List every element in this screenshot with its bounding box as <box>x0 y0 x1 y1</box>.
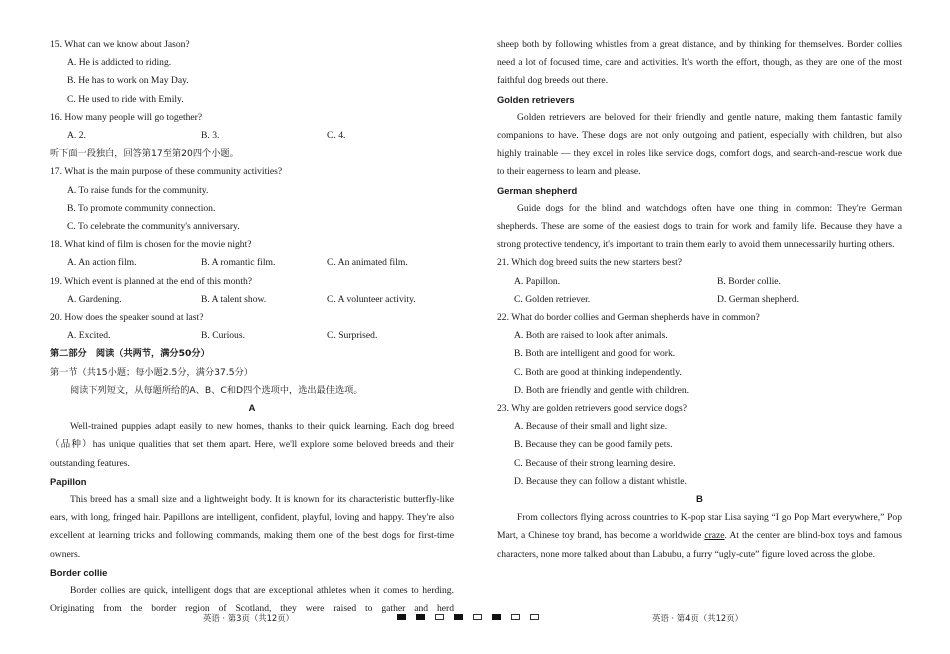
question-21: 21. Which dog breed suits the new starters best? <box>497 257 682 269</box>
listening-instruction: 听下面一段独白，回答第17至第20四个小题。 <box>50 148 239 160</box>
option: A. Papillon. <box>514 275 561 287</box>
passage-b-label: B <box>696 494 703 506</box>
border-collie-continued: sheep both by following whistles from a great distance, and by thinking for themselves. Border collies need a lot of focused time, care and activities. It's worth the effort, though, as they are one of the most faithful dog breeds out there. <box>497 39 902 87</box>
heading-papillon: Papillon <box>50 475 87 487</box>
border-collie-text: Border collies are quick, intelligent dogs that are exceptional athletes when it comes to herding. Originating from the border region of Scotland, they were raised to gather and herd <box>50 585 454 615</box>
question-16: 16. How many people will go together? <box>50 111 203 123</box>
footer-right-page-number: 英语 · 第4页（共12页） <box>652 613 743 623</box>
option: B. Border collie. <box>717 275 781 287</box>
option: A. 2. <box>67 130 86 142</box>
option: D. Because they can follow a distant whistle. <box>514 475 687 487</box>
right-column <box>497 36 902 564</box>
option: B. 3. <box>201 130 220 142</box>
empty-square-mark <box>511 614 520 620</box>
options-row <box>50 291 454 309</box>
empty-square-mark <box>530 614 539 620</box>
option: D. Both are friendly and gentle with children. <box>514 384 690 396</box>
question-20: 20. How does the speaker sound at last? <box>50 312 204 324</box>
empty-square-mark <box>473 614 482 620</box>
option: B. A romantic film. <box>201 257 276 269</box>
question-18: 18. What kind of film is chosen for the movie night? <box>50 239 252 251</box>
section-one-heading: 第一节（共15小题；每小题2.5分，满分37.5分） <box>50 366 253 378</box>
passage-b-text-part1: From collectors flying across countries to K-pop star Lisa saying “I go Pop Mart everywhere,” Pop Mart, a Chinese toy brand, has become a worldwide <box>497 512 902 542</box>
passage-b-text <box>497 509 902 564</box>
filled-square-mark <box>397 614 406 620</box>
option: B. Curious. <box>201 330 245 342</box>
option: B. He has to work on May Day. <box>67 75 189 87</box>
option: C. A volunteer activity. <box>327 293 416 305</box>
heading-german-shepherd: German shepherd <box>497 184 578 196</box>
reading-instruction: 阅读下列短文，从每题所给的A、B、C和D四个选项中，选出最佳选项。 <box>70 384 363 396</box>
option: A. Because of their small and light size. <box>514 421 668 433</box>
option: A. Excited. <box>67 330 111 342</box>
option: B. To promote community connection. <box>67 202 216 214</box>
filled-square-mark <box>492 614 501 620</box>
option: A. To raise funds for the community. <box>67 184 209 196</box>
part-two-heading: 第二部分 阅读（共两节，满分50分） <box>50 348 210 360</box>
registration-marks <box>397 614 539 620</box>
heading-border-collie: Border collie <box>50 566 108 578</box>
option: D. German shepherd. <box>717 293 800 305</box>
filled-square-mark <box>454 614 463 620</box>
question-22: 22. What do border collies and German shepherds have in common? <box>497 312 760 324</box>
options-row <box>497 291 902 309</box>
options-row <box>50 327 454 345</box>
options-row <box>50 254 454 272</box>
passage-intro: Well-trained puppies adapt easily to new homes, thanks to their quick learning. Each dog breed（品种）has unique qualities that set them apart. Here, we'll explore some beloved breeds and their outstanding features. <box>50 421 454 469</box>
german-text: Guide dogs for the blind and watchdogs often have one thing in common: They're German shepherds. These are some of the easiest dogs to train for work and family life. Because they have a strong protective tendency, it's important to train them early to avoid them unnecessarily hurting others. <box>497 202 902 251</box>
option: B. Because they can be good family pets. <box>514 439 673 451</box>
heading-golden-retrievers: Golden retrievers <box>497 93 575 105</box>
footer-left-page-number: 英语 · 第3页（共12页） <box>203 613 294 623</box>
underlined-word-craze: craze <box>704 530 725 542</box>
option: B. Both are intelligent and good for work. <box>514 348 676 360</box>
empty-square-mark <box>435 614 444 620</box>
option: C. Because of their strong learning desire. <box>514 457 676 469</box>
option: A. Both are raised to look after animals. <box>514 330 668 342</box>
left-column <box>50 36 454 619</box>
option: A. An action film. <box>67 257 137 269</box>
question-15: 15. What can we know about Jason? <box>50 39 190 50</box>
option: C. Both are good at thinking independently. <box>514 366 682 378</box>
option: C. Golden retriever. <box>514 293 591 305</box>
filled-square-mark <box>416 614 425 620</box>
option: A. He is addicted to riding. <box>67 57 172 69</box>
option: C. To celebrate the community's anniversary. <box>67 221 240 233</box>
option: C. He used to ride with Emily. <box>67 93 184 105</box>
options-row <box>497 273 902 291</box>
question-17: 17. What is the main purpose of these community activities? <box>50 166 283 178</box>
passage-a-label: A <box>248 403 256 415</box>
papillon-text: This breed has a small size and a lightweight body. It is known for its characteristic butterfly-like ears, with long, fringed hair. Papillons are intelligent, confident, playful, loving and happy. They're also excellent at learning tricks and following commands, making them one of the best dogs for first-time owners. <box>50 494 454 560</box>
option: A. Gardening. <box>67 293 122 305</box>
option: C. An animated film. <box>327 257 408 269</box>
option: B. A talent show. <box>201 293 267 305</box>
option: C. 4. <box>327 130 346 142</box>
options-row <box>50 127 454 145</box>
question-19: 19. Which event is planned at the end of this month? <box>50 275 253 287</box>
golden-text: Golden retrievers are beloved for their friendly and gentle nature, making them fantastic family companions to have. These dogs are not only outgoing and patient, especially with children, but also highly trainable — they excel in roles like service dogs, comfort dogs, and search-and-rescue work due to their eagerness to learn and please. <box>497 111 902 178</box>
passage-b-text-part2: . At the center are blind-box toys and famous characters, none more talked about than Labubu, a furry “ugly-cute” figure loved across the globe. <box>497 530 902 560</box>
option: C. Surprised. <box>327 330 378 342</box>
question-23: 23. Why are golden retrievers good service dogs? <box>497 403 688 415</box>
